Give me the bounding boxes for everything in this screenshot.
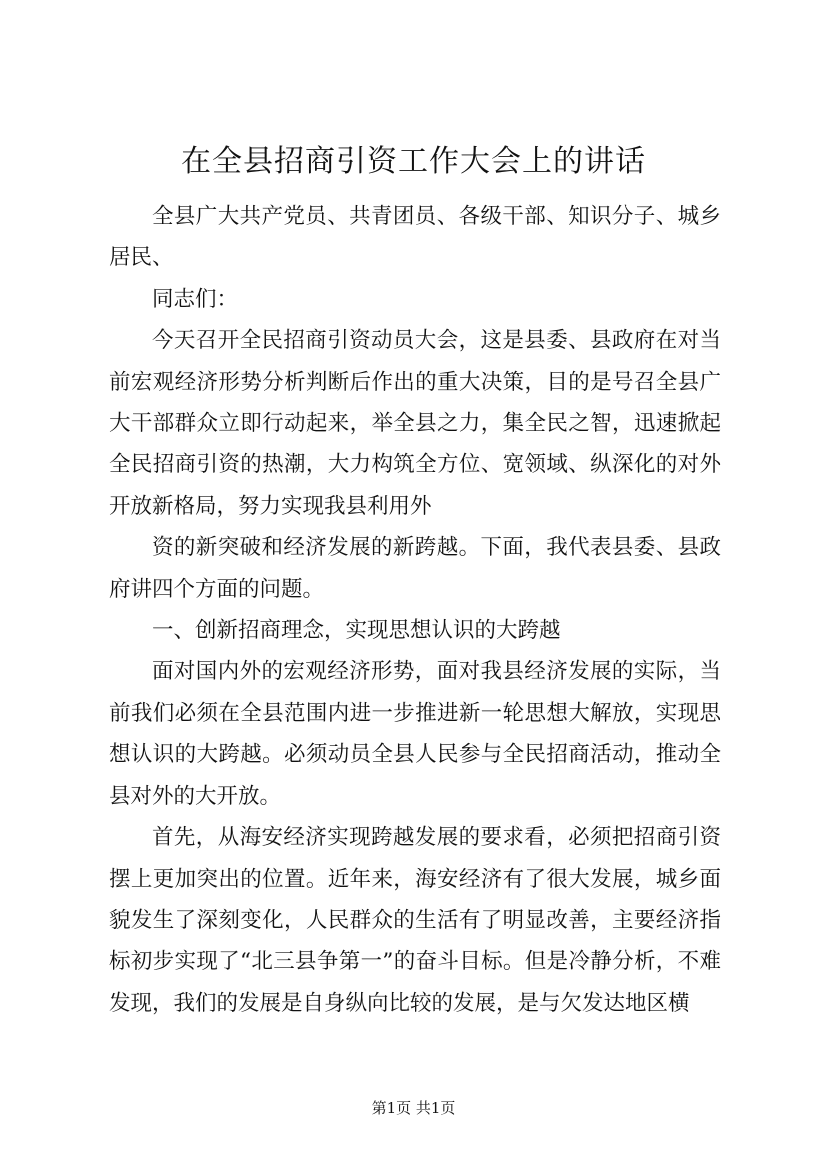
body-paragraph: 今天召开全民招商引资动员大会，这是县委、县政府在对当前宏观经济形势分析判断后作出的重大决策，目的是号召全县广大干部群众立即行动起来，举全县之力，集全民之智，迅速掀起全民招商引资的热潮，大力构筑全方位、宽领域、纵深化的对外开放新格局，努力实现我县利用外: [109, 328, 721, 519]
body-paragraph: 面对国内外的宏观经济形势，面对我县经济发展的实际，当前我们必须在全县范围内进一步推进新一轮思想大解放，实现思想认识的大跨越。必须动员全县人民参与全民招商活动，推动全县对外的大开放。: [109, 659, 721, 809]
document-body: [109, 196, 721, 1024]
section-heading: 一、创新招商理念，实现思想认识的大跨越: [152, 618, 561, 644]
body-paragraph: 资的新突破和经济发展的新跨越。下面，我代表县委、县政府讲四个方面的问题。: [109, 535, 721, 602]
page-number-footer: 第1页 共1页: [371, 1099, 456, 1117]
body-paragraph: 首先，从海安经济实现跨越发展的要求看，必须把招商引资摆上更加突出的位置。近年来，海安经济有了很大发展，城乡面貌发生了深刻变化，人民群众的生活有了明显改善，主要经济指标初步实现了“北三县争第一”的奋斗目标。但是冷静分析，不难发现，我们的发展是自身纵向比较的发展，是与欠发达地区横: [109, 825, 721, 1016]
greeting-paragraph: 同志们：: [152, 286, 239, 312]
document-title: 在全县招商引资工作大会上的讲话: [181, 144, 646, 179]
salutation-paragraph: 全县广大共产党员、共青团员、各级干部、知识分子、城乡居民、: [109, 204, 721, 271]
